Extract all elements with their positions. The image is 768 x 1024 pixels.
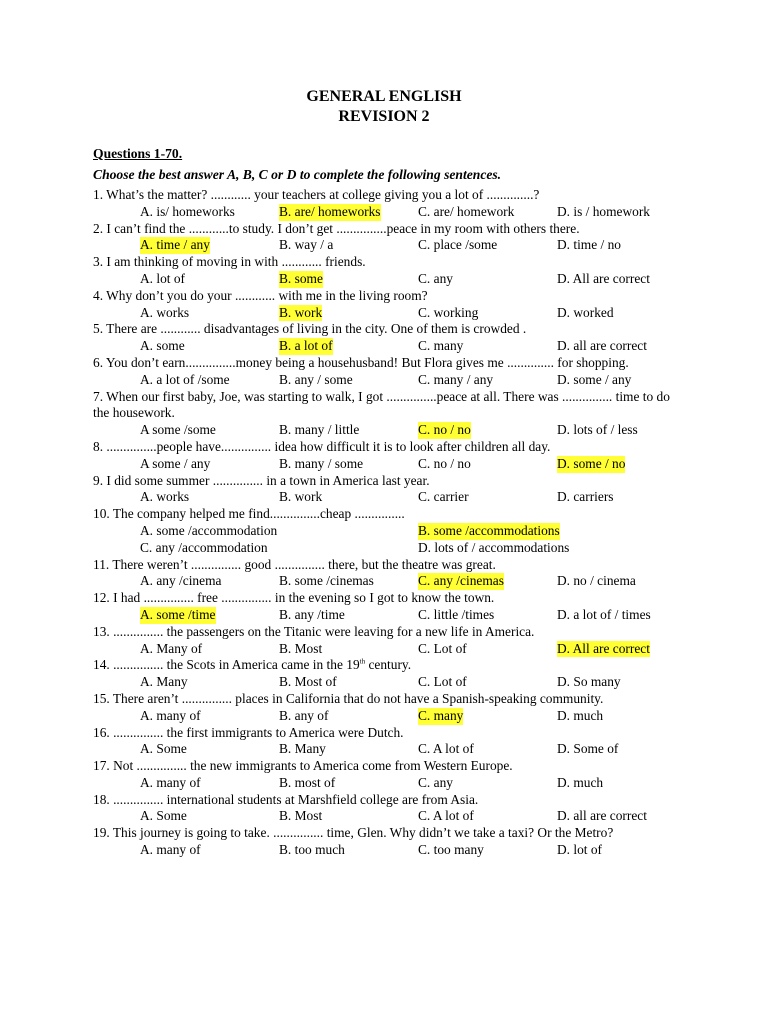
question-text: 9. I did some summer ............... in a town in America last year. (93, 472, 430, 488)
answer-option: D. Some of (557, 741, 619, 757)
superscript-text: th (359, 657, 366, 666)
answer-option: A. Some (140, 741, 187, 757)
answer-option: A some /some (140, 422, 216, 438)
answer-option: C. Lot of (418, 674, 467, 690)
answer-option: B. way / a (279, 237, 334, 253)
answer-option: C. any /accommodation (140, 539, 268, 555)
question-text: 15. There aren’t ............... places in California that do not have a Spanish-speaking community. (93, 690, 604, 706)
questions-heading: Questions 1-70. (93, 146, 183, 161)
question-item (93, 792, 683, 826)
question-item (93, 288, 683, 322)
answer-option: C. little /times (418, 606, 495, 622)
question-text: 3. I am thinking of moving in with ............ friends. (93, 254, 366, 270)
question-text: 16. ............... the first immigrants to America were Dutch. (93, 724, 404, 740)
question-text: 10. The company helped me find...............cheap ............... (93, 506, 405, 522)
highlighted-answer-option: B. work (279, 304, 323, 320)
answer-option: A. works (140, 304, 190, 320)
highlighted-answer-option: C. no / no (418, 422, 471, 438)
answer-options-row (93, 204, 683, 221)
highlighted-answer-option: B. are/ homeworks (279, 203, 381, 219)
answer-option: D. all are correct (557, 338, 647, 354)
answer-options-row (93, 237, 683, 254)
question-text: 17. Not ............... the new immigrants to America come from Western Europe. (93, 758, 513, 774)
answer-option: D. lot of (557, 842, 603, 858)
question-item (93, 657, 683, 691)
question-text: 13. ............... the passengers on the Titanic were leaving for a new life in America. (93, 623, 535, 639)
question-item (93, 691, 683, 725)
answer-option: C. are/ homework (418, 203, 515, 219)
answer-options-row (93, 674, 683, 691)
question-item (93, 389, 683, 439)
answer-options-row (93, 271, 683, 288)
answer-option: A. many of (140, 774, 201, 790)
answer-option: A. works (140, 489, 190, 505)
answer-option: B. Most (279, 640, 323, 656)
highlighted-answer-option: B. some (279, 270, 323, 286)
answer-option: D. lots of / less (557, 422, 638, 438)
answer-options-row (93, 338, 683, 355)
answer-option: C. working (418, 304, 479, 320)
answer-option: B. any of (279, 707, 329, 723)
answer-option: A. lot of (140, 270, 186, 286)
answer-option: D. carriers (557, 489, 614, 505)
answer-option: A. is/ homeworks (140, 203, 235, 219)
answer-option: B. too much (279, 842, 345, 858)
highlighted-answer-option: D. some / no (557, 455, 626, 471)
answer-option: C. no / no (418, 455, 471, 471)
question-item (93, 758, 683, 792)
answer-option: A. Some (140, 808, 187, 824)
answer-option: C. too many (418, 842, 484, 858)
answer-option: D. all are correct (557, 808, 647, 824)
answer-options-row (93, 422, 683, 439)
answer-option: D. no / cinema (557, 573, 636, 589)
question-item (93, 254, 683, 288)
answer-option: C. many (418, 338, 464, 354)
question-item (93, 725, 683, 759)
answer-option: C. any (418, 270, 453, 286)
answer-option: D. some / any (557, 371, 632, 387)
answer-options-row (93, 305, 683, 322)
question-item (93, 557, 683, 591)
answer-options-row (93, 540, 683, 557)
answer-options-row (93, 489, 683, 506)
highlighted-answer-option: A. some /time (140, 606, 216, 622)
question-item (93, 221, 683, 255)
answer-options-row (93, 372, 683, 389)
answer-option: D. a lot of / times (557, 606, 651, 622)
answer-option: B. many / some (279, 455, 364, 471)
question-text: 19. This journey is going to take. ............... time, Glen. Why didn’t we take a taxi? Or the Metro? (93, 825, 614, 841)
question-list (93, 187, 683, 859)
answer-option: A. a lot of /some (140, 371, 230, 387)
answer-option: A. many of (140, 707, 201, 723)
question-text: 4. Why don’t you do your ............ with me in the living room? (93, 287, 428, 303)
answer-option: B. any / some (279, 371, 353, 387)
highlighted-answer-option: C. any /cinemas (418, 573, 504, 589)
answer-option: C. A lot of (418, 741, 474, 757)
answer-options-row (93, 641, 683, 658)
answer-options-row (93, 775, 683, 792)
question-text: 11. There weren’t ............... good ............... there, but the theatre was great. (93, 556, 496, 572)
answer-option: D. is / homework (557, 203, 650, 219)
highlighted-answer-option: D. All are correct (557, 640, 650, 656)
question-text: 5. There are ............ disadvantages of living in the city. One of them is crowded . (93, 321, 527, 337)
question-item (93, 624, 683, 658)
document-title: GENERAL ENGLISH (306, 88, 462, 105)
answer-option: B. most of (279, 774, 336, 790)
answer-options-row (93, 523, 683, 540)
question-item (93, 321, 683, 355)
answer-option: C. many / any (418, 371, 494, 387)
answer-option: B. Most of (279, 674, 337, 690)
answer-option: D. much (557, 707, 604, 723)
answer-options-row (93, 456, 683, 473)
question-text: 18. ............... international students at Marshfield college are from Asia. (93, 791, 479, 807)
answer-option: B. Most (279, 808, 323, 824)
highlighted-answer-option: A. time / any (140, 237, 210, 253)
answer-option: B. work (279, 489, 323, 505)
answer-option: A. Many (140, 674, 188, 690)
answer-options-row (93, 741, 683, 758)
answer-option: C. Lot of (418, 640, 467, 656)
answer-options-row (93, 573, 683, 590)
answer-option: A. some /accommodation (140, 522, 278, 538)
question-item (93, 355, 683, 389)
answer-options-row (93, 607, 683, 624)
answer-option: D. much (557, 774, 604, 790)
question-item (93, 439, 683, 473)
question-text: 14. ............... the Scots in America came in the 19th century. (93, 657, 412, 673)
question-text: 7. When our first baby, Joe, was starting to walk, I got ...............peace at all. There was ............... time to do the housework. (93, 388, 670, 421)
question-text: 2. I can’t find the ............to study. I don’t get ...............peace in my room with others there. (93, 220, 580, 236)
answer-option: D. So many (557, 674, 621, 690)
question-text: 8. ...............people have............... idea how difficult it is to look after children all day. (93, 438, 551, 454)
answer-option: A. some (140, 338, 185, 354)
instruction-text: Choose the best answer A, B, C or D to complete the following sentences. (93, 167, 502, 182)
question-item (93, 473, 683, 507)
question-item (93, 187, 683, 221)
answer-option: B. some /cinemas (279, 573, 374, 589)
answer-option: B. Many (279, 741, 326, 757)
question-item (93, 825, 683, 859)
answer-option: A some / any (140, 455, 211, 471)
answer-option: B. any /time (279, 606, 345, 622)
answer-option: A. many of (140, 842, 201, 858)
answer-option: C. A lot of (418, 808, 474, 824)
question-text: 12. I had ............... free ............... in the evening so I got to know the town. (93, 590, 495, 606)
question-text: 6. You don’t earn...............money being a househusband! But Flora gives me .............. for shopping. (93, 354, 629, 370)
highlighted-answer-option: B. some /accommodations (418, 522, 560, 538)
answer-option: B. many / little (279, 422, 360, 438)
question-item (93, 590, 683, 624)
answer-option: C. place /some (418, 237, 498, 253)
answer-option: A. Many of (140, 640, 203, 656)
document-subtitle: REVISION 2 (338, 108, 430, 125)
answer-options-row (93, 808, 683, 825)
answer-option: D. worked (557, 304, 614, 320)
answer-option: A. any /cinema (140, 573, 222, 589)
answer-options-row (93, 708, 683, 725)
answer-option: C. carrier (418, 489, 469, 505)
answer-options-row (93, 842, 683, 859)
answer-option: C. any (418, 774, 453, 790)
highlighted-answer-option: B. a lot of (279, 338, 333, 354)
highlighted-answer-option: C. many (418, 707, 464, 723)
question-item (93, 506, 683, 556)
answer-option: D. lots of / accommodations (418, 539, 570, 555)
question-text: 1. What’s the matter? ............ your teachers at college giving you a lot of ..............? (93, 187, 540, 202)
answer-option: D. time / no (557, 237, 621, 253)
answer-option: D. All are correct (557, 270, 650, 286)
